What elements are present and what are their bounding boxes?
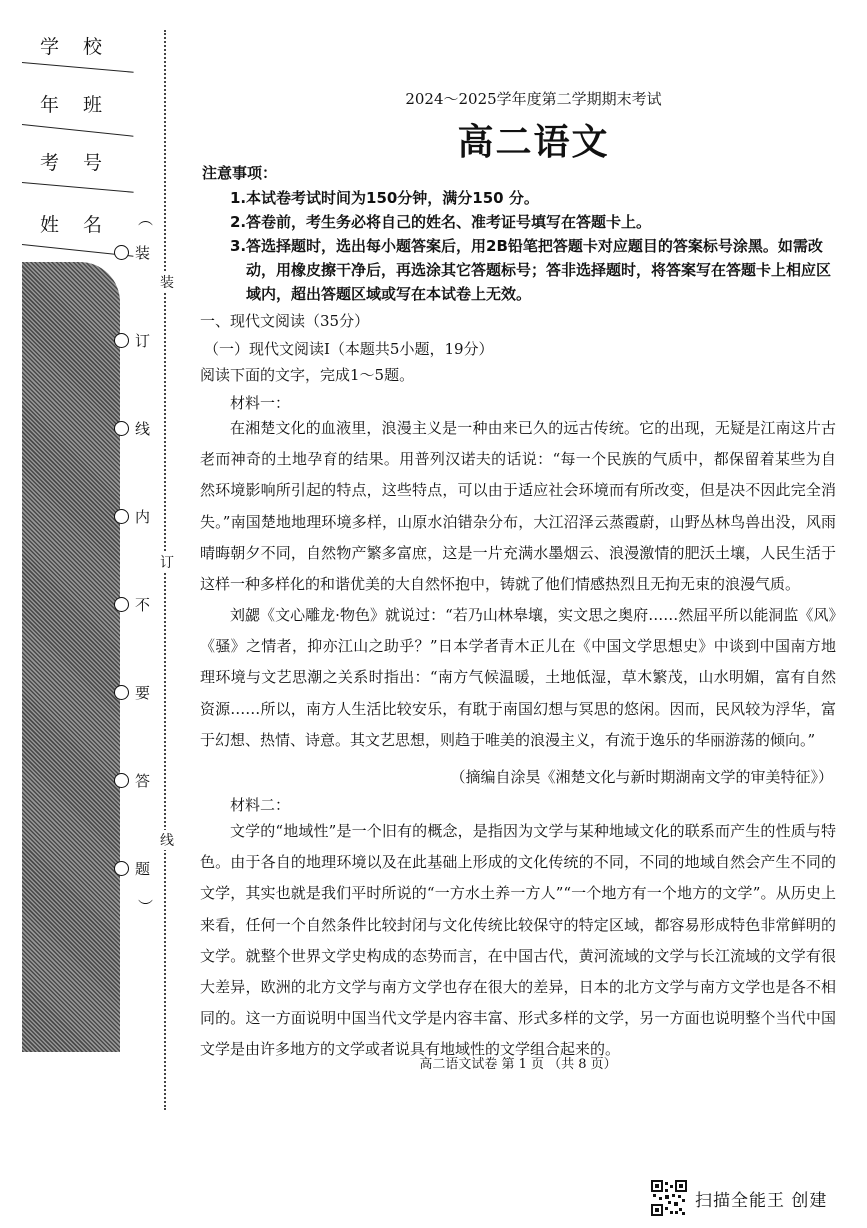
scanner-watermark <box>651 1180 827 1216</box>
notice-item-2: 2. 答卷前，考生务必将自己的姓名、准考证号填写在答题卡上。 <box>230 213 652 231</box>
source-citation: （摘编自涂昊《湘楚文化与新时期湖南文学的审美特征》） <box>450 768 833 786</box>
circle-icon <box>114 421 129 436</box>
warning-item-8: 题 <box>114 858 150 879</box>
section-heading: 一、现代文阅读（35分） <box>200 312 370 330</box>
page-footer: 高二语文试卷 第 1 页 （共 8 页） <box>419 1057 617 1072</box>
binding-line-char-3: 线 <box>160 830 174 850</box>
warning-item-5: 不 <box>114 594 150 615</box>
qr-code-icon <box>651 1180 687 1216</box>
circle-icon <box>114 685 129 700</box>
field-label-school: 学校 <box>40 36 127 58</box>
notice-item-1: 1. 本试卷考试时间为150分钟，满分150 分。 <box>230 189 539 207</box>
material-two-label: 材料二： <box>230 796 291 814</box>
warning-item-6: 要 <box>114 682 150 703</box>
close-bracket: ︶ <box>138 898 154 916</box>
notice-heading: 注意事项： <box>202 164 278 182</box>
notice-item-3: 3. 答选择题时，选出每小题答案后，用2B铅笔把答题卡对应题目的答案标号涂黑。如需改动，用橡皮擦干净后，再选涂其它答题标号；答非选择题时，将答案写在答题卡上相应区域内，超出答题区域或写在本试卷上无效。 <box>230 237 832 303</box>
field-line-school <box>22 62 134 73</box>
circle-icon <box>114 773 129 788</box>
field-label-name: 姓名 <box>40 214 127 236</box>
exam-title: 2024～2025学年度第二学期期末考试 <box>405 90 662 108</box>
warning-item-1: 装 <box>114 242 150 263</box>
field-label-class: 年班 <box>40 94 127 116</box>
warning-item-2: 订 <box>114 330 150 351</box>
circle-icon <box>114 861 129 876</box>
paragraph-3: 文学的“地域性”是一个旧有的概念，是指因为文学与某种地域文化的联系而产生的性质与特色。由于各自的地理环境以及在此基础上形成的文化传统的不同，不同的地域自然会产生不同的文学，其实也就是我们平时所说的“一方水土养一方人”“一个地方有一个地方的文学”。从历史上来看，任何一个自然条件比较封闭与文化传统比较保守的特定区域，都容易形成特色非常鲜明的文学。就整个世界文学史构成的态势而言，在中国古代，黄河流域的文学与长江流域的文学有很大差异，欧洲的北方文学与南方文学也存在很大的差异，日本的北方文学与南方文学也是各不相同的。这一方面说明中国当代文学是内容丰富、形式多样的文学，另一方面也说明整个当代中国文学是由许多地方的文学或者说具有地域性的文学组合起来的。 <box>200 822 836 1059</box>
field-line-class <box>22 124 133 137</box>
paragraph-1: 在湘楚文化的血液里，浪漫主义是一种由来已久的远古传统。它的出现，无疑是江南这片古老而神奇的土地孕育的结果。用普列汉诺夫的话说：“每一个民族的气质中，都保留着某些为自然环境影响所引起的特点，这些特点，可以由于适应社会环境而有所改变，但是决不因此完全消失。”南国楚地地理环境多样，山原水泊错杂分布，大江沼泽云蒸霞蔚，山野丛林鸟兽出没，风雨晴晦朝夕不同，自然物产繁多富庶，这是一片充满水墨烟云、浪漫激情的肥沃土壤，人民生活于这样一种多样化的和谐优美的大自然怀抱中，铸就了他们情感热烈且无拘无束的浪漫气质。 <box>200 419 836 594</box>
scanner-text: 扫描全能王 创建 <box>695 1190 828 1211</box>
circle-icon <box>114 245 129 260</box>
warning-item-4: 内 <box>114 506 150 527</box>
warning-item-3: 线 <box>114 418 150 439</box>
field-line-exam-number <box>22 182 134 193</box>
binding-line-char-1: 装 <box>160 272 174 292</box>
reading-instruction: 阅读下面的文字，完成1～5题。 <box>200 366 415 384</box>
material-one-label: 材料一： <box>230 394 291 412</box>
paragraph-2: 刘勰《文心雕龙·物色》就说过：“若乃山林皋壤，实文思之奥府……然屈平所以能洞监《风》《骚》之情者，抑亦江山之助乎？”日本学者青木正儿在《中国文学思想史》中谈到中国南方地理环境与文艺思潮之关系时指出：“南方气候温暖，土地低湿，草木繁茂，山水明媚，富有自然资源……所以，南方人生活比较安乐，有耽于南国幻想与冥思的悠闲。因而，民风较为浮华，富于幻想、热情、诗意。其文艺思想，则趋于唯美的浪漫主义，有流于逸乐的华丽游荡的倾向。” <box>200 606 836 749</box>
subsection-heading: （一）现代文阅读Ⅰ（本题共5小题，19分） <box>204 340 494 358</box>
circle-icon <box>114 333 129 348</box>
circle-icon <box>114 597 129 612</box>
warning-item-7: 答 <box>114 770 150 791</box>
subject-title: 高二语文 <box>457 122 610 163</box>
circle-icon <box>114 509 129 524</box>
binding-hatch-strip <box>22 262 120 1052</box>
binding-line-char-2: 订 <box>160 552 174 572</box>
open-bracket: ︵ <box>138 210 154 228</box>
field-label-exam-number: 考号 <box>40 152 127 174</box>
